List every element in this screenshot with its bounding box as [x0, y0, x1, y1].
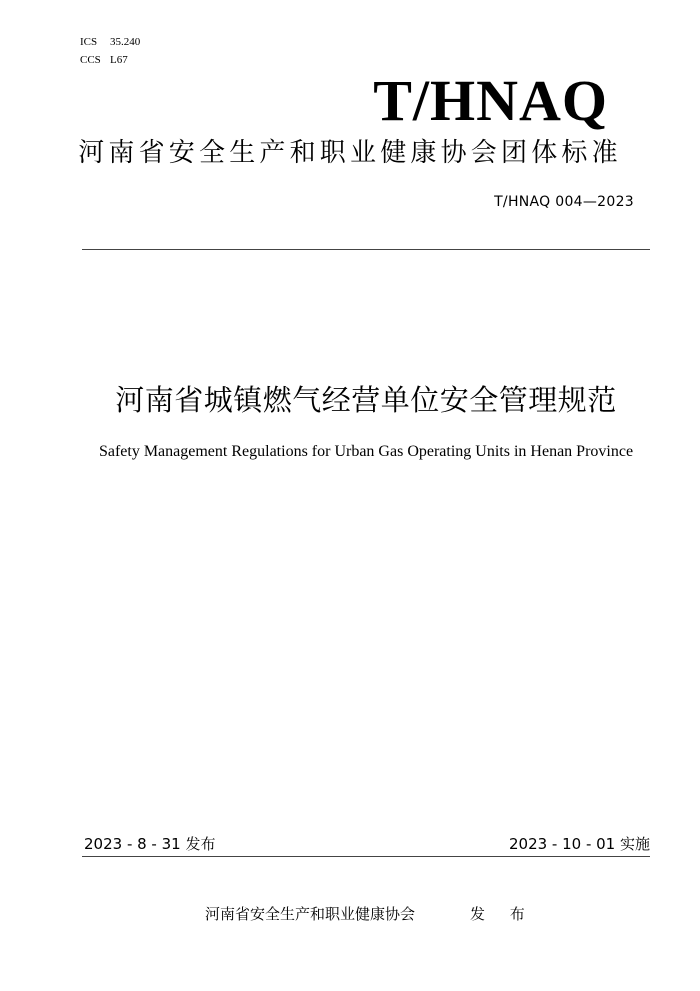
ccs-value: L67 [110, 54, 128, 66]
document-title-chinese: 河南省城镇燃气经营单位安全管理规范 [115, 383, 617, 417]
ics-value: 35.240 [110, 36, 141, 48]
header-divider [82, 249, 650, 250]
organization-standard-title: 河南省安全生产和职业健康协会团体标准 [78, 138, 622, 168]
standard-number: T/HNAQ 004—2023 [494, 194, 634, 210]
publisher-name: 河南省安全生产和职业健康协会 [205, 905, 416, 923]
issue-date: 2023 - 8 - 31 发布 [84, 835, 216, 853]
publish-label: 发 布 [470, 905, 535, 923]
footer-divider [82, 856, 650, 857]
ccs-label: CCS [80, 54, 101, 66]
document-title-english: Safety Management Regulations for Urban Gas Operating Units in Henan Province [98, 443, 634, 460]
ics-label: ICS [80, 36, 98, 48]
implementation-date: 2023 - 10 - 01 实施 [508, 835, 650, 853]
standard-brand-logo: T/HNAQ [373, 68, 608, 133]
ics-classification [80, 35, 140, 49]
ccs-classification [80, 53, 128, 67]
